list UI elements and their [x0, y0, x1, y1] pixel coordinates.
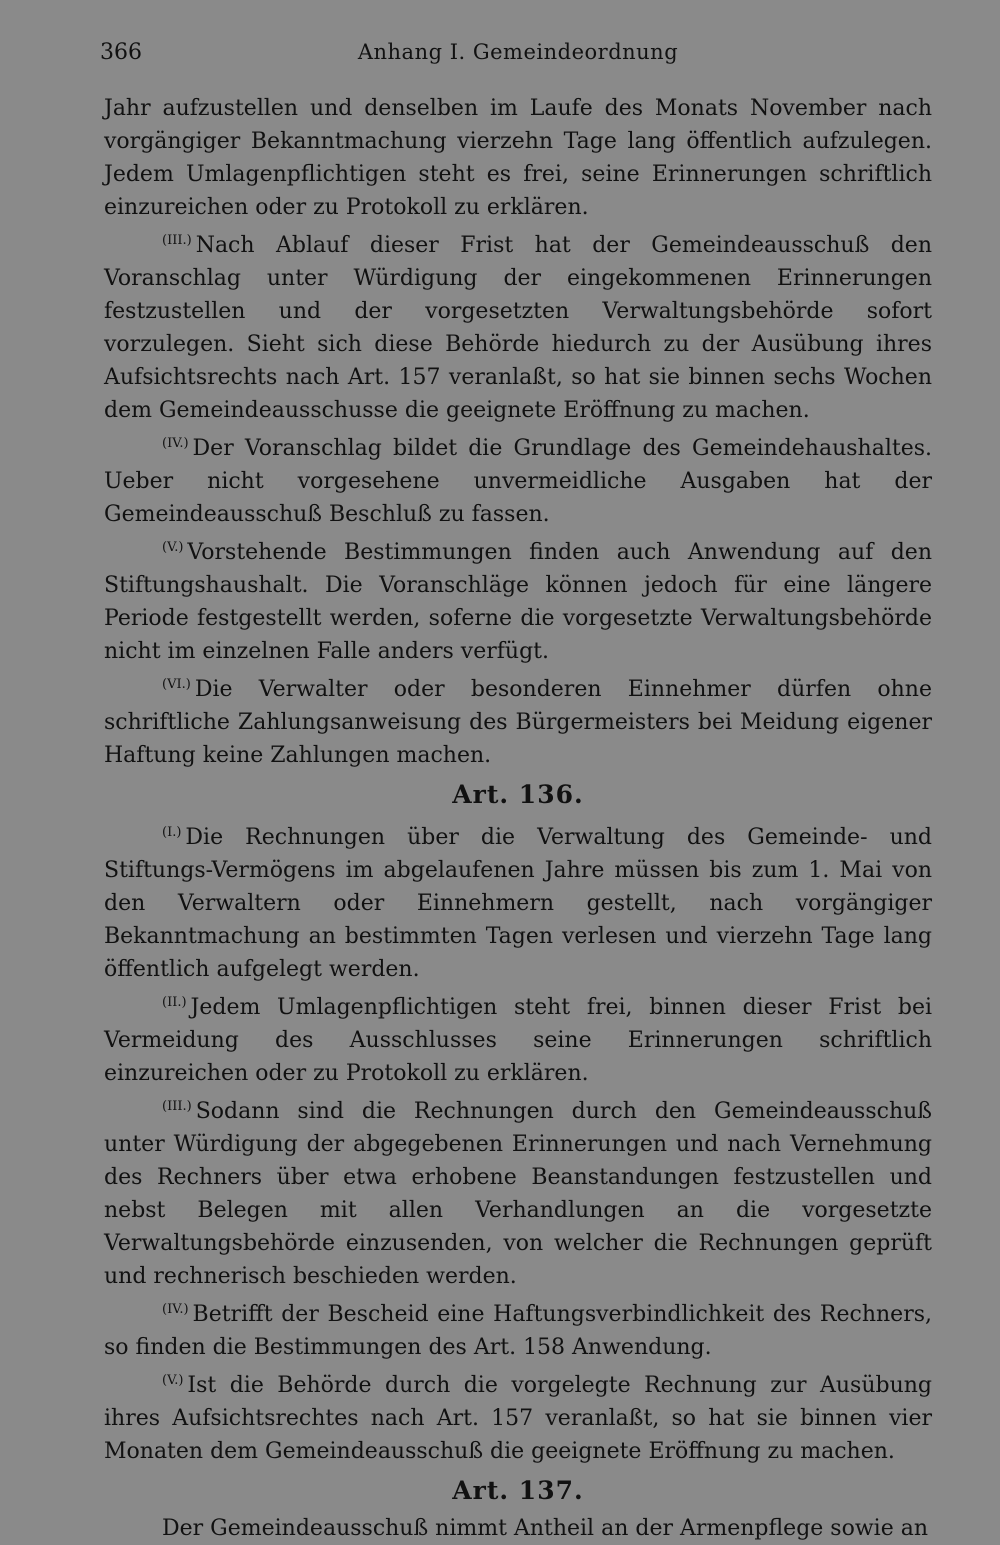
paragraph-text: Betrifft der Bescheid eine Haftungsverbindlichkeit des Rechners, so finden die Bestimmungen des Art. 158 Anwendung. [104, 1302, 932, 1360]
paragraph-text: Die Rechnungen über die Verwaltung des Gemeinde- und Stiftungs-Vermögens im abgelaufenen Jahre müssen bis zum 1. Mai von den Verwaltern oder Einnehmern gestellt, nach vorgängiger Bekanntmachung an bestimmten Tagen verlesen und vierzehn Tage lang öffentlich aufgelegt werden. [104, 825, 932, 982]
paragraph-art136-iii [104, 1090, 932, 1293]
paragraph-number: (V.) [162, 540, 184, 555]
paragraph-art136-i [104, 816, 932, 986]
page-header [100, 40, 936, 72]
paragraph-art136-ii [104, 986, 932, 1090]
paragraph-art136-v [104, 1364, 932, 1468]
paragraph-art135-iii [104, 224, 932, 427]
paragraph-art135-vi [104, 668, 932, 772]
paragraph-art135-iv [104, 427, 932, 531]
paragraph-text: Vorstehende Bestimmungen finden auch Anwendung auf den Stiftungshaushalt. Die Voranschläge können jedoch für eine längere Periode festgestellt werden, soferne die vorgesetzte Verwaltungsbehörde nicht im einzelnen Falle anders verfügt. [104, 540, 932, 664]
page-number: 366 [100, 40, 142, 65]
article-heading-136: Art. 136. [452, 780, 584, 809]
article-heading-137: Art. 137. [452, 1476, 584, 1505]
paragraph-number: (III.) [162, 233, 192, 248]
paragraph-text: Die Verwalter oder besonderen Einnehmer dürfen ohne schriftliche Zahlungsanweisung des Bürgermeisters bei Meidung eigener Haftung keine Zahlungen machen. [104, 677, 932, 768]
page-body [104, 92, 932, 1545]
paragraph-text: Sodann sind die Rechnungen durch den Gemeindeausschuß unter Würdigung der abgegebenen Erinnerungen und nach Vernehmung des Rechners über etwa erhobene Beanstandungen festzustellen und nebst Belegen mit allen Verhandlungen an die vorgesetzte Verwaltungsbehörde einzusenden, von welcher die Rechnungen geprüft und rechnerisch beschieden werden. [104, 1099, 932, 1289]
paragraph-number: (I.) [162, 825, 182, 840]
paragraph-number: (IV.) [162, 436, 189, 451]
paragraph-number: (V.) [162, 1373, 184, 1388]
paragraph-number: (II.) [162, 995, 187, 1010]
paragraph-art137: Der Gemeindeausschuß nimmt Antheil an der Armenpflege sowie an [162, 1516, 928, 1541]
paragraph-number: (III.) [162, 1099, 192, 1114]
paragraph-art136-iv [104, 1293, 932, 1364]
paragraph-art135-v [104, 531, 932, 668]
paragraph-continued: Jahr aufzustellen und denselben im Laufe des Monats November nach vorgängiger Bekanntmachung vierzehn Tage lang öffentlich aufzulegen. Jedem Umlagenpflichtigen steht es frei, seine Erinnerungen schriftlich einzureichen oder zu Protokoll zu erklären. [104, 96, 932, 220]
paragraph-text: Ist die Behörde durch die vorgelegte Rechnung zur Ausübung ihres Aufsichtsrechtes nach Art. 157 veranlaßt, so hat sie binnen vier Monaten dem Gemeindeausschuß die geeignete Eröffnung zu machen. [104, 1373, 932, 1464]
paragraph-text: Nach Ablauf dieser Frist hat der Gemeindeausschuß den Voranschlag unter Würdigung der eingekommenen Erinnerungen festzustellen und der vorgesetzten Verwaltungsbehörde sofort vorzulegen. Sieht sich diese Behörde hiedurch zu der Ausübung ihres Aufsichtsrechts nach Art. 157 veranlaßt, so hat sie binnen sechs Wochen dem Gemeindeausschusse die geeignete Eröffnung zu machen. [104, 233, 932, 423]
paragraph-text: Der Voranschlag bildet die Grundlage des Gemeindehaushaltes. Ueber nicht vorgesehene unvermeidliche Ausgaben hat der Gemeindeausschuß Beschluß zu fassen. [104, 436, 932, 527]
running-head: Anhang I. Gemeindeordnung [357, 40, 679, 64]
paragraph-text: Jedem Umlagenpflichtigen steht frei, binnen dieser Frist bei Vermeidung des Ausschlusses seine Erinnerungen schriftlich einzureichen oder zu Protokoll zu erklären. [104, 995, 932, 1086]
paragraph-number: (VI.) [162, 677, 191, 692]
paragraph-number: (IV.) [162, 1302, 189, 1317]
